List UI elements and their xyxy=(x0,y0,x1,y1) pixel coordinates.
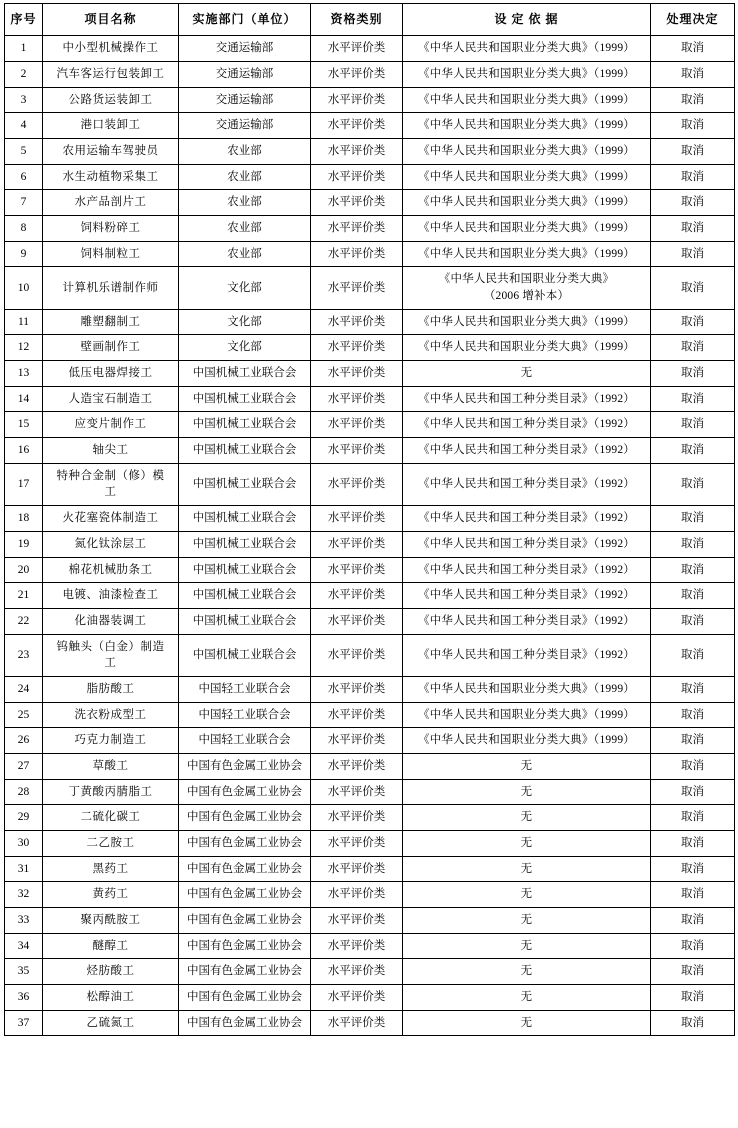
cell-serial-number: 22 xyxy=(5,608,43,634)
cell-serial-number: 29 xyxy=(5,805,43,831)
cell-decision: 取消 xyxy=(651,1010,735,1036)
cell-serial-number: 12 xyxy=(5,335,43,361)
cell-project-name: 松醇油工 xyxy=(43,984,179,1010)
cell-qual-type: 水平评价类 xyxy=(311,984,403,1010)
cell-serial-number: 35 xyxy=(5,959,43,985)
cell-project-name: 烃肪酸工 xyxy=(43,959,179,985)
cell-project-name: 丁黄酸丙腈脂工 xyxy=(43,779,179,805)
cell-department: 中国有色金属工业协会 xyxy=(179,1010,311,1036)
cell-serial-number: 5 xyxy=(5,139,43,165)
cell-qual-type: 水平评价类 xyxy=(311,361,403,387)
cell-serial-number: 13 xyxy=(5,361,43,387)
cell-serial-number: 15 xyxy=(5,412,43,438)
cell-decision: 取消 xyxy=(651,907,735,933)
cell-department: 中国有色金属工业协会 xyxy=(179,830,311,856)
cell-basis: 无 xyxy=(403,753,651,779)
cell-basis: 《中华人民共和国职业分类大典》 （2006 增补本） xyxy=(403,267,651,309)
cell-decision: 取消 xyxy=(651,412,735,438)
table-row xyxy=(5,779,735,805)
cell-decision: 取消 xyxy=(651,634,735,676)
table-row xyxy=(5,335,735,361)
cell-qual-type: 水平评价类 xyxy=(311,164,403,190)
cell-department: 中国有色金属工业协会 xyxy=(179,959,311,985)
cell-project-name: 计算机乐谱制作师 xyxy=(43,267,179,309)
table-row xyxy=(5,753,735,779)
cell-decision: 取消 xyxy=(651,113,735,139)
cell-department: 农业部 xyxy=(179,216,311,242)
cell-department: 中国机械工业联合会 xyxy=(179,386,311,412)
cell-qual-type: 水平评价类 xyxy=(311,190,403,216)
cell-department: 中国机械工业联合会 xyxy=(179,412,311,438)
table-row xyxy=(5,702,735,728)
cell-basis: 《中华人民共和国工种分类目录》（1992） xyxy=(403,412,651,438)
cell-qual-type: 水平评价类 xyxy=(311,608,403,634)
cell-project-name: 脂肪酸工 xyxy=(43,676,179,702)
cell-basis: 《中华人民共和国工种分类目录》（1992） xyxy=(403,506,651,532)
cell-qual-type: 水平评价类 xyxy=(311,753,403,779)
cell-qual-type: 水平评价类 xyxy=(311,139,403,165)
cell-project-name: 特种合金制（修）模 工 xyxy=(43,463,179,505)
cell-project-name: 黄药工 xyxy=(43,882,179,908)
cell-project-name: 钨触头（白金）制造 工 xyxy=(43,634,179,676)
cell-department: 中国轻工业联合会 xyxy=(179,728,311,754)
column-header-type: 资格类别 xyxy=(311,4,403,36)
cell-department: 中国轻工业联合会 xyxy=(179,676,311,702)
cell-basis: 《中华人民共和国工种分类目录》（1992） xyxy=(403,463,651,505)
cell-qual-type: 水平评价类 xyxy=(311,933,403,959)
cell-basis: 《中华人民共和国职业分类大典》（1999） xyxy=(403,335,651,361)
cell-decision: 取消 xyxy=(651,753,735,779)
cell-serial-number: 7 xyxy=(5,190,43,216)
cell-basis: 无 xyxy=(403,984,651,1010)
cell-basis: 《中华人民共和国职业分类大典》（1999） xyxy=(403,113,651,139)
cell-qual-type: 水平评价类 xyxy=(311,506,403,532)
cell-department: 中国有色金属工业协会 xyxy=(179,984,311,1010)
cell-project-name: 乙硫氮工 xyxy=(43,1010,179,1036)
cell-decision: 取消 xyxy=(651,438,735,464)
cell-basis: 无 xyxy=(403,907,651,933)
table-row xyxy=(5,438,735,464)
cell-decision: 取消 xyxy=(651,608,735,634)
cell-basis: 《中华人民共和国职业分类大典》（1999） xyxy=(403,309,651,335)
cell-decision: 取消 xyxy=(651,984,735,1010)
cell-decision: 取消 xyxy=(651,531,735,557)
cell-decision: 取消 xyxy=(651,728,735,754)
cell-department: 文化部 xyxy=(179,309,311,335)
cell-basis: 无 xyxy=(403,1010,651,1036)
cell-serial-number: 19 xyxy=(5,531,43,557)
cell-basis: 《中华人民共和国职业分类大典》（1999） xyxy=(403,164,651,190)
cell-project-name: 洗衣粉成型工 xyxy=(43,702,179,728)
column-header-name: 项目名称 xyxy=(43,4,179,36)
table-row xyxy=(5,984,735,1010)
column-header-basis: 设 定 依 据 xyxy=(403,4,651,36)
cell-decision: 取消 xyxy=(651,241,735,267)
cell-basis: 《中华人民共和国工种分类目录》（1992） xyxy=(403,438,651,464)
table-row xyxy=(5,634,735,676)
cell-project-name: 黑药工 xyxy=(43,856,179,882)
cell-qual-type: 水平评价类 xyxy=(311,386,403,412)
cell-serial-number: 37 xyxy=(5,1010,43,1036)
cell-project-name: 应变片制作工 xyxy=(43,412,179,438)
cell-department: 中国机械工业联合会 xyxy=(179,531,311,557)
cell-decision: 取消 xyxy=(651,216,735,242)
qualification-table xyxy=(4,3,735,1036)
cell-project-name: 低压电器焊接工 xyxy=(43,361,179,387)
cell-department: 中国有色金属工业协会 xyxy=(179,933,311,959)
cell-serial-number: 30 xyxy=(5,830,43,856)
cell-qual-type: 水平评价类 xyxy=(311,676,403,702)
cell-serial-number: 36 xyxy=(5,984,43,1010)
cell-qual-type: 水平评价类 xyxy=(311,805,403,831)
cell-serial-number: 10 xyxy=(5,267,43,309)
cell-basis: 《中华人民共和国职业分类大典》（1999） xyxy=(403,241,651,267)
cell-decision: 取消 xyxy=(651,583,735,609)
cell-decision: 取消 xyxy=(651,557,735,583)
table-row xyxy=(5,216,735,242)
cell-project-name: 农用运输车驾驶员 xyxy=(43,139,179,165)
cell-project-name: 电镀、油漆检查工 xyxy=(43,583,179,609)
cell-project-name: 棉花机械肋条工 xyxy=(43,557,179,583)
cell-project-name: 中小型机械操作工 xyxy=(43,36,179,62)
table-header xyxy=(5,4,735,36)
cell-basis: 《中华人民共和国工种分类目录》（1992） xyxy=(403,386,651,412)
cell-project-name: 水产品剖片工 xyxy=(43,190,179,216)
cell-qual-type: 水平评价类 xyxy=(311,87,403,113)
cell-serial-number: 25 xyxy=(5,702,43,728)
table-row xyxy=(5,87,735,113)
cell-qual-type: 水平评价类 xyxy=(311,728,403,754)
cell-department: 中国机械工业联合会 xyxy=(179,557,311,583)
cell-qual-type: 水平评价类 xyxy=(311,463,403,505)
cell-decision: 取消 xyxy=(651,676,735,702)
cell-decision: 取消 xyxy=(651,882,735,908)
cell-decision: 取消 xyxy=(651,702,735,728)
cell-basis: 无 xyxy=(403,361,651,387)
table-row xyxy=(5,139,735,165)
cell-decision: 取消 xyxy=(651,506,735,532)
cell-qual-type: 水平评价类 xyxy=(311,557,403,583)
table-row xyxy=(5,62,735,88)
cell-qual-type: 水平评价类 xyxy=(311,856,403,882)
cell-department: 农业部 xyxy=(179,241,311,267)
table-row xyxy=(5,267,735,309)
cell-department: 农业部 xyxy=(179,164,311,190)
cell-department: 中国机械工业联合会 xyxy=(179,438,311,464)
cell-basis: 《中华人民共和国工种分类目录》（1992） xyxy=(403,531,651,557)
cell-project-name: 聚丙酰胺工 xyxy=(43,907,179,933)
cell-basis: 《中华人民共和国工种分类目录》（1992） xyxy=(403,557,651,583)
cell-project-name: 火花塞瓷体制造工 xyxy=(43,506,179,532)
cell-department: 中国有色金属工业协会 xyxy=(179,779,311,805)
cell-department: 农业部 xyxy=(179,190,311,216)
table-row xyxy=(5,190,735,216)
cell-project-name: 港口装卸工 xyxy=(43,113,179,139)
table-row xyxy=(5,856,735,882)
table-row xyxy=(5,164,735,190)
table-row xyxy=(5,933,735,959)
cell-project-name: 二乙胺工 xyxy=(43,830,179,856)
cell-qual-type: 水平评价类 xyxy=(311,702,403,728)
cell-decision: 取消 xyxy=(651,959,735,985)
cell-project-name: 人造宝石制造工 xyxy=(43,386,179,412)
cell-department: 文化部 xyxy=(179,335,311,361)
cell-department: 交通运输部 xyxy=(179,62,311,88)
cell-decision: 取消 xyxy=(651,62,735,88)
cell-decision: 取消 xyxy=(651,87,735,113)
cell-qual-type: 水平评价类 xyxy=(311,309,403,335)
cell-department: 中国机械工业联合会 xyxy=(179,463,311,505)
cell-serial-number: 26 xyxy=(5,728,43,754)
cell-project-name: 雕塑翻制工 xyxy=(43,309,179,335)
table-row xyxy=(5,309,735,335)
cell-basis: 无 xyxy=(403,882,651,908)
cell-decision: 取消 xyxy=(651,933,735,959)
column-header-dept: 实施部门（单位） xyxy=(179,4,311,36)
cell-basis: 无 xyxy=(403,805,651,831)
cell-serial-number: 27 xyxy=(5,753,43,779)
table-body xyxy=(5,36,735,1036)
cell-project-name: 醚醇工 xyxy=(43,933,179,959)
cell-project-name: 化油器装调工 xyxy=(43,608,179,634)
cell-project-name: 饲料制粒工 xyxy=(43,241,179,267)
cell-decision: 取消 xyxy=(651,856,735,882)
cell-decision: 取消 xyxy=(651,139,735,165)
cell-qual-type: 水平评价类 xyxy=(311,1010,403,1036)
table-row xyxy=(5,241,735,267)
cell-qual-type: 水平评价类 xyxy=(311,583,403,609)
cell-qual-type: 水平评价类 xyxy=(311,882,403,908)
cell-basis: 《中华人民共和国职业分类大典》（1999） xyxy=(403,702,651,728)
cell-decision: 取消 xyxy=(651,267,735,309)
cell-basis: 无 xyxy=(403,830,651,856)
cell-basis: 《中华人民共和国职业分类大典》（1999） xyxy=(403,36,651,62)
cell-basis: 《中华人民共和国职业分类大典》（1999） xyxy=(403,62,651,88)
cell-serial-number: 21 xyxy=(5,583,43,609)
cell-decision: 取消 xyxy=(651,805,735,831)
cell-project-name: 公路货运装卸工 xyxy=(43,87,179,113)
cell-department: 中国有色金属工业协会 xyxy=(179,882,311,908)
cell-decision: 取消 xyxy=(651,463,735,505)
cell-serial-number: 31 xyxy=(5,856,43,882)
cell-serial-number: 1 xyxy=(5,36,43,62)
cell-qual-type: 水平评价类 xyxy=(311,531,403,557)
table-row xyxy=(5,830,735,856)
cell-project-name: 汽车客运行包装卸工 xyxy=(43,62,179,88)
cell-basis: 《中华人民共和国职业分类大典》（1999） xyxy=(403,139,651,165)
cell-basis: 无 xyxy=(403,856,651,882)
table-row xyxy=(5,907,735,933)
cell-basis: 《中华人民共和国工种分类目录》（1992） xyxy=(403,583,651,609)
table-row xyxy=(5,728,735,754)
cell-basis: 《中华人民共和国职业分类大典》（1999） xyxy=(403,87,651,113)
cell-department: 中国有色金属工业协会 xyxy=(179,805,311,831)
cell-serial-number: 4 xyxy=(5,113,43,139)
cell-project-name: 二硫化碳工 xyxy=(43,805,179,831)
cell-qual-type: 水平评价类 xyxy=(311,438,403,464)
cell-department: 中国机械工业联合会 xyxy=(179,506,311,532)
cell-department: 交通运输部 xyxy=(179,87,311,113)
table-header-row xyxy=(5,4,735,36)
cell-qual-type: 水平评价类 xyxy=(311,36,403,62)
table-row xyxy=(5,386,735,412)
column-header-decision: 处理决定 xyxy=(651,4,735,36)
cell-department: 文化部 xyxy=(179,267,311,309)
cell-basis: 无 xyxy=(403,779,651,805)
table-row xyxy=(5,412,735,438)
cell-serial-number: 18 xyxy=(5,506,43,532)
cell-qual-type: 水平评价类 xyxy=(311,959,403,985)
cell-decision: 取消 xyxy=(651,164,735,190)
cell-serial-number: 11 xyxy=(5,309,43,335)
cell-decision: 取消 xyxy=(651,335,735,361)
cell-department: 中国机械工业联合会 xyxy=(179,608,311,634)
cell-qual-type: 水平评价类 xyxy=(311,113,403,139)
cell-basis: 《中华人民共和国职业分类大典》（1999） xyxy=(403,728,651,754)
cell-serial-number: 23 xyxy=(5,634,43,676)
cell-basis: 《中华人民共和国工种分类目录》（1992） xyxy=(403,608,651,634)
cell-department: 中国轻工业联合会 xyxy=(179,702,311,728)
cell-serial-number: 17 xyxy=(5,463,43,505)
cell-department: 中国机械工业联合会 xyxy=(179,583,311,609)
cell-decision: 取消 xyxy=(651,190,735,216)
cell-serial-number: 3 xyxy=(5,87,43,113)
cell-basis: 《中华人民共和国职业分类大典》（1999） xyxy=(403,216,651,242)
cell-decision: 取消 xyxy=(651,36,735,62)
cell-decision: 取消 xyxy=(651,386,735,412)
cell-decision: 取消 xyxy=(651,779,735,805)
cell-serial-number: 20 xyxy=(5,557,43,583)
cell-qual-type: 水平评价类 xyxy=(311,907,403,933)
cell-serial-number: 32 xyxy=(5,882,43,908)
cell-serial-number: 16 xyxy=(5,438,43,464)
table-row xyxy=(5,506,735,532)
cell-serial-number: 2 xyxy=(5,62,43,88)
cell-qual-type: 水平评价类 xyxy=(311,634,403,676)
table-row xyxy=(5,463,735,505)
table-row xyxy=(5,676,735,702)
table-row xyxy=(5,113,735,139)
cell-department: 中国有色金属工业协会 xyxy=(179,907,311,933)
cell-serial-number: 34 xyxy=(5,933,43,959)
cell-qual-type: 水平评价类 xyxy=(311,62,403,88)
cell-project-name: 饲料粉碎工 xyxy=(43,216,179,242)
cell-basis: 《中华人民共和国工种分类目录》（1992） xyxy=(403,634,651,676)
table-row xyxy=(5,1010,735,1036)
cell-qual-type: 水平评价类 xyxy=(311,779,403,805)
cell-qual-type: 水平评价类 xyxy=(311,830,403,856)
table-row xyxy=(5,608,735,634)
cell-project-name: 水生动植物采集工 xyxy=(43,164,179,190)
cell-qual-type: 水平评价类 xyxy=(311,241,403,267)
table-row xyxy=(5,805,735,831)
column-header-no: 序号 xyxy=(5,4,43,36)
cell-project-name: 巧克力制造工 xyxy=(43,728,179,754)
cell-project-name: 壁画制作工 xyxy=(43,335,179,361)
table-row xyxy=(5,959,735,985)
cell-qual-type: 水平评价类 xyxy=(311,216,403,242)
cell-decision: 取消 xyxy=(651,361,735,387)
cell-department: 中国有色金属工业协会 xyxy=(179,753,311,779)
cell-serial-number: 33 xyxy=(5,907,43,933)
cell-qual-type: 水平评价类 xyxy=(311,267,403,309)
cell-basis: 《中华人民共和国职业分类大典》（1999） xyxy=(403,676,651,702)
cell-department: 中国有色金属工业协会 xyxy=(179,856,311,882)
cell-serial-number: 9 xyxy=(5,241,43,267)
cell-department: 中国机械工业联合会 xyxy=(179,361,311,387)
cell-serial-number: 6 xyxy=(5,164,43,190)
cell-decision: 取消 xyxy=(651,309,735,335)
cell-serial-number: 14 xyxy=(5,386,43,412)
table-row xyxy=(5,361,735,387)
cell-department: 农业部 xyxy=(179,139,311,165)
cell-department: 中国机械工业联合会 xyxy=(179,634,311,676)
cell-serial-number: 24 xyxy=(5,676,43,702)
cell-basis: 无 xyxy=(403,959,651,985)
cell-project-name: 氮化钛涂层工 xyxy=(43,531,179,557)
cell-department: 交通运输部 xyxy=(179,36,311,62)
cell-department: 交通运输部 xyxy=(179,113,311,139)
table-row xyxy=(5,36,735,62)
cell-project-name: 草酸工 xyxy=(43,753,179,779)
cell-basis: 《中华人民共和国职业分类大典》（1999） xyxy=(403,190,651,216)
cell-decision: 取消 xyxy=(651,830,735,856)
table-row xyxy=(5,557,735,583)
cell-qual-type: 水平评价类 xyxy=(311,335,403,361)
table-row xyxy=(5,882,735,908)
cell-serial-number: 8 xyxy=(5,216,43,242)
cell-project-name: 轴尖工 xyxy=(43,438,179,464)
cell-serial-number: 28 xyxy=(5,779,43,805)
cell-basis: 无 xyxy=(403,933,651,959)
table-row xyxy=(5,583,735,609)
table-row xyxy=(5,531,735,557)
cell-qual-type: 水平评价类 xyxy=(311,412,403,438)
